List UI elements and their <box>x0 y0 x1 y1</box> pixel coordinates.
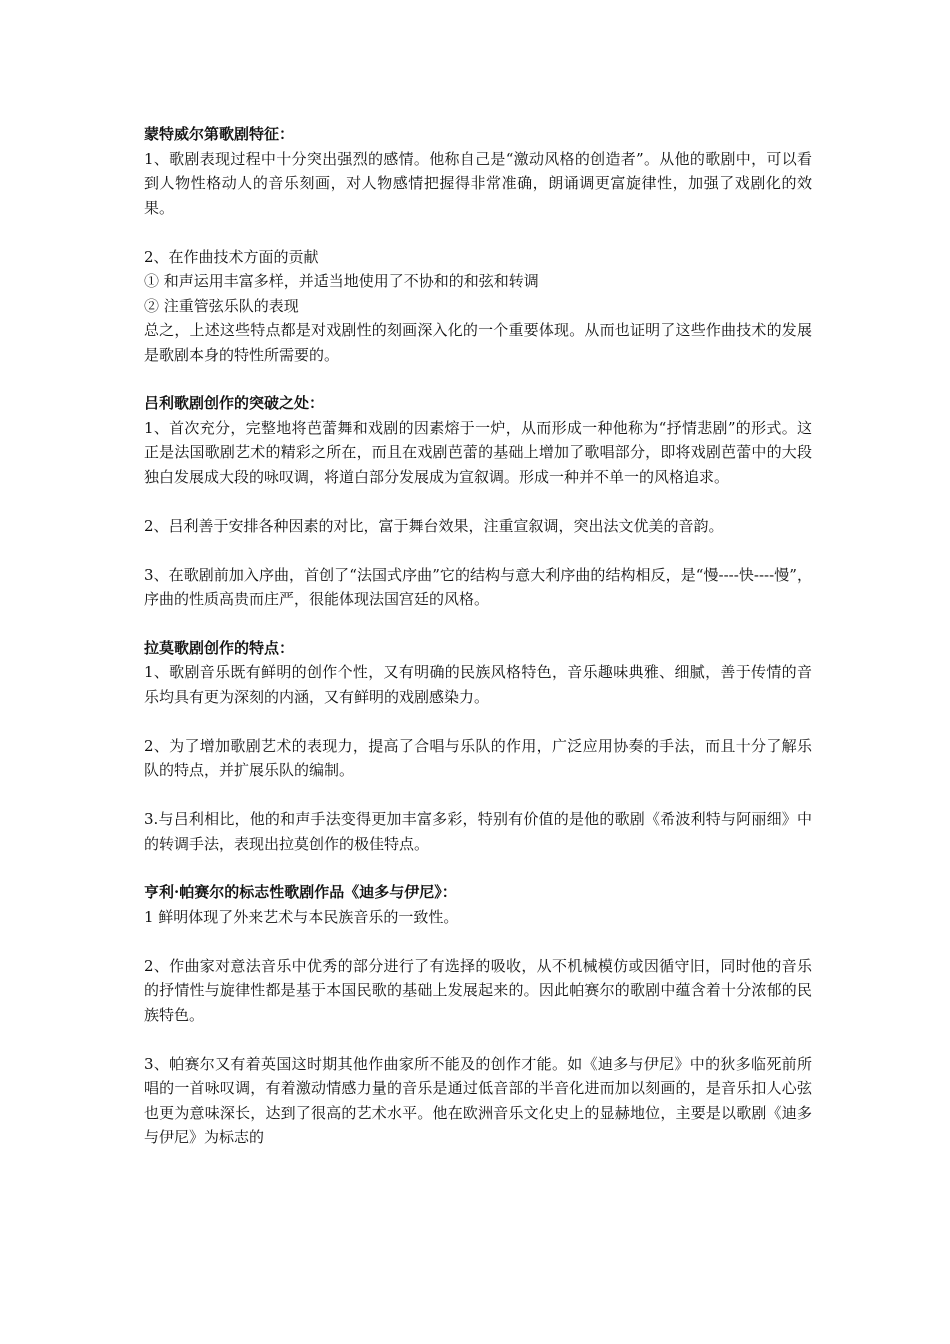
paragraph: 1、歌剧音乐既有鲜明的创作个性，又有明确的民族风格特色，音乐趣味典雅、细腻，善于传情的音乐均具有更为深刻的内涵，又有鲜明的戏剧感染力。 <box>144 663 812 706</box>
document-page <box>144 122 812 1174</box>
paragraph: 1、首次充分，完整地将芭蕾舞和戏剧的因素熔于一炉，从而形成一种他称为“抒情悲剧”的形式。这正是法国歌剧艺术的精彩之所在，而且在戏剧芭蕾的基础上增加了歌唱部分，即将戏剧芭蕾中的大段独白发展成大段的咏叹调，将道白部分发展成为宣叙调。形成一种并不单一的风格追求。 <box>144 418 812 486</box>
section-heading: 亨利·帕赛尔的标志性歌剧作品《迪多与伊尼》： <box>144 883 457 901</box>
paragraph: 1、歌剧表现过程中十分突出强烈的感情。他称自己是“激动风格的创造者”。从他的歌剧中，可以看到人物性格动人的音乐刻画，对人物感情把握得非常准确，朗诵调更富旋律性，加强了戏剧化的效果。 <box>144 149 812 217</box>
paragraph: 总之，上述这些特点都是对戏剧性的刻画深入化的一个重要体现。从而也证明了这些作曲技术的发展是歌剧本身的特性所需要的。 <box>144 321 812 364</box>
paragraph: 2、为了增加歌剧艺术的表现力，提高了合唱与乐队的作用，广泛应用协奏的手法，而且十分了解乐队的特点，并扩展乐队的编制。 <box>144 736 812 779</box>
paragraph: 3.与吕利相比，他的和声手法变得更加丰富多彩，特别有价值的是他的歌剧《希波利特与阿丽细》中的转调手法，表现出拉莫创作的极佳特点。 <box>144 810 812 853</box>
paragraph-gap <box>144 1027 812 1052</box>
paragraph-gap <box>144 709 812 734</box>
section-heading: 蒙特威尔第歌剧特征： <box>144 125 295 143</box>
paragraph-gap <box>144 929 812 954</box>
paragraph: 2、作曲家对意法音乐中优秀的部分进行了有选择的吸收，从不机械模仿或因循守旧，同时他的音乐的抒情性与旋律性都是基于本国民歌的基础上发展起来的。因此帕赛尔的歌剧中蕴含着十分浓郁的民族特色。 <box>144 956 812 1024</box>
paragraph: 1 鲜明体现了外来艺术与本民族音乐的一致性。 <box>144 907 459 926</box>
section-rameau <box>144 636 812 857</box>
section-lully <box>144 391 812 612</box>
paragraph: 2、吕利善于安排各种因素的对比，富于舞台效果，注重宣叙调，突出法文优美的音韵。 <box>144 516 724 535</box>
paragraph: 3、帕赛尔又有着英国这时期其他作曲家所不能及的创作才能。如《迪多与伊尼》中的狄多临死前所唱的一首咏叹调，有着激动情感力量的音乐是通过低音部的半音化进而加以刻画的，是音乐扣人心弦也更为意味深长，达到了很高的艺术水平。他在欧洲音乐文化史上的显赫地位，主要是以歌剧《迪多与伊尼》为标志的 <box>144 1054 812 1146</box>
paragraph: 2、在作曲技术方面的贡献 <box>144 247 319 266</box>
paragraph-gap <box>144 220 812 245</box>
section-purcell <box>144 880 812 1150</box>
section-monteverdi <box>144 122 812 367</box>
paragraph: 3、在歌剧前加入序曲，首创了“法国式序曲”它的结构与意大利序曲的结构相反，是“慢----快----慢”，序曲的性质高贵而庄严，很能体现法国宫廷的风格。 <box>144 565 812 608</box>
section-heading: 拉莫歌剧创作的特点： <box>144 638 295 657</box>
list-item: ② 注重管弦乐队的表现 <box>144 296 299 315</box>
section-heading: 吕利歌剧创作的突破之处： <box>144 394 325 412</box>
paragraph-gap <box>144 538 812 563</box>
list-item: ① 和声运用丰富多样，并适当地使用了不协和的和弦和转调 <box>144 272 539 290</box>
paragraph-gap <box>144 489 812 514</box>
paragraph-gap <box>144 783 812 808</box>
